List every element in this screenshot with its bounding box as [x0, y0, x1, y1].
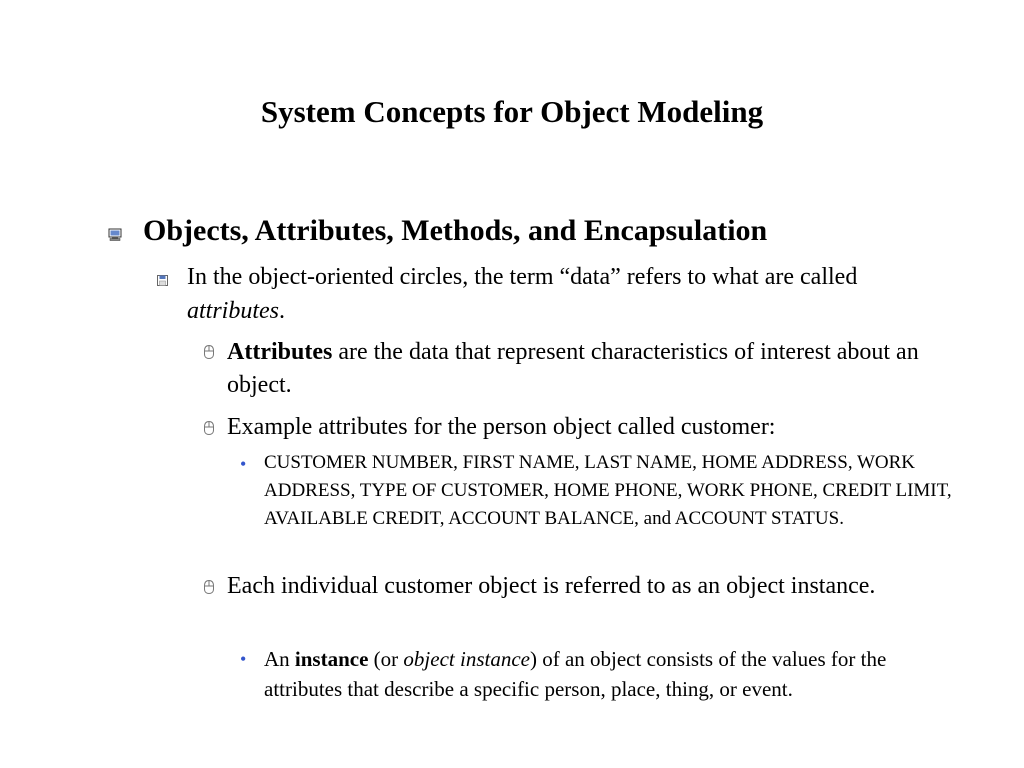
bullet-dot: •: [240, 454, 247, 474]
slide-title: System Concepts for Object Modeling: [260, 94, 764, 129]
level4-attribute-list: CUSTOMER NUMBER, FIRST NAME, LAST NAME, HOME ADDRESS, WORK ADDRESS, TYPE OF CUSTOMER, HOME PHONE, WORK PHONE, CREDIT LIMIT, AVAILABLE CREDIT, ACCOUNT BALANCE, and ACCOUNT STATUS.: [264, 452, 952, 529]
mouse-icon: [204, 580, 214, 594]
level2-text-after: .: [279, 298, 286, 324]
mouse-icon: [204, 421, 214, 435]
computer-icon: [108, 228, 122, 241]
level2-paragraph: [187, 260, 947, 328]
level2-italic-term: attributes: [187, 298, 280, 324]
level3-bold-term: Attributes: [227, 339, 333, 365]
level4-instance-definition: [264, 644, 964, 704]
level3-item-example: Example attributes for the person object called customer:: [227, 414, 776, 440]
level4-text-after: ) of an object consists of the values for the attributes that describe a specific person, place, thing, or event.: [264, 647, 887, 701]
level1-heading: Objects, Attributes, Methods, and Encapsulation: [143, 214, 768, 247]
level3-item-instance: Each individual customer object is referred to as an object instance.: [227, 573, 876, 599]
level4-text-before: An: [264, 647, 295, 671]
level4-text-mid: (or: [368, 647, 404, 671]
mouse-icon: [204, 345, 214, 359]
level3-item-attributes: [227, 336, 957, 402]
bullet-dot: •: [240, 649, 247, 669]
level4-italic-term: object instance: [403, 647, 530, 671]
level2-text-before: In the object-oriented circles, the term “data” refers to what are called: [187, 264, 858, 290]
level3-text: are the data that represent characteristics of interest about an object.: [227, 339, 919, 398]
level4-bold-term: instance: [294, 647, 369, 671]
floppy-disk-icon: [157, 273, 168, 284]
